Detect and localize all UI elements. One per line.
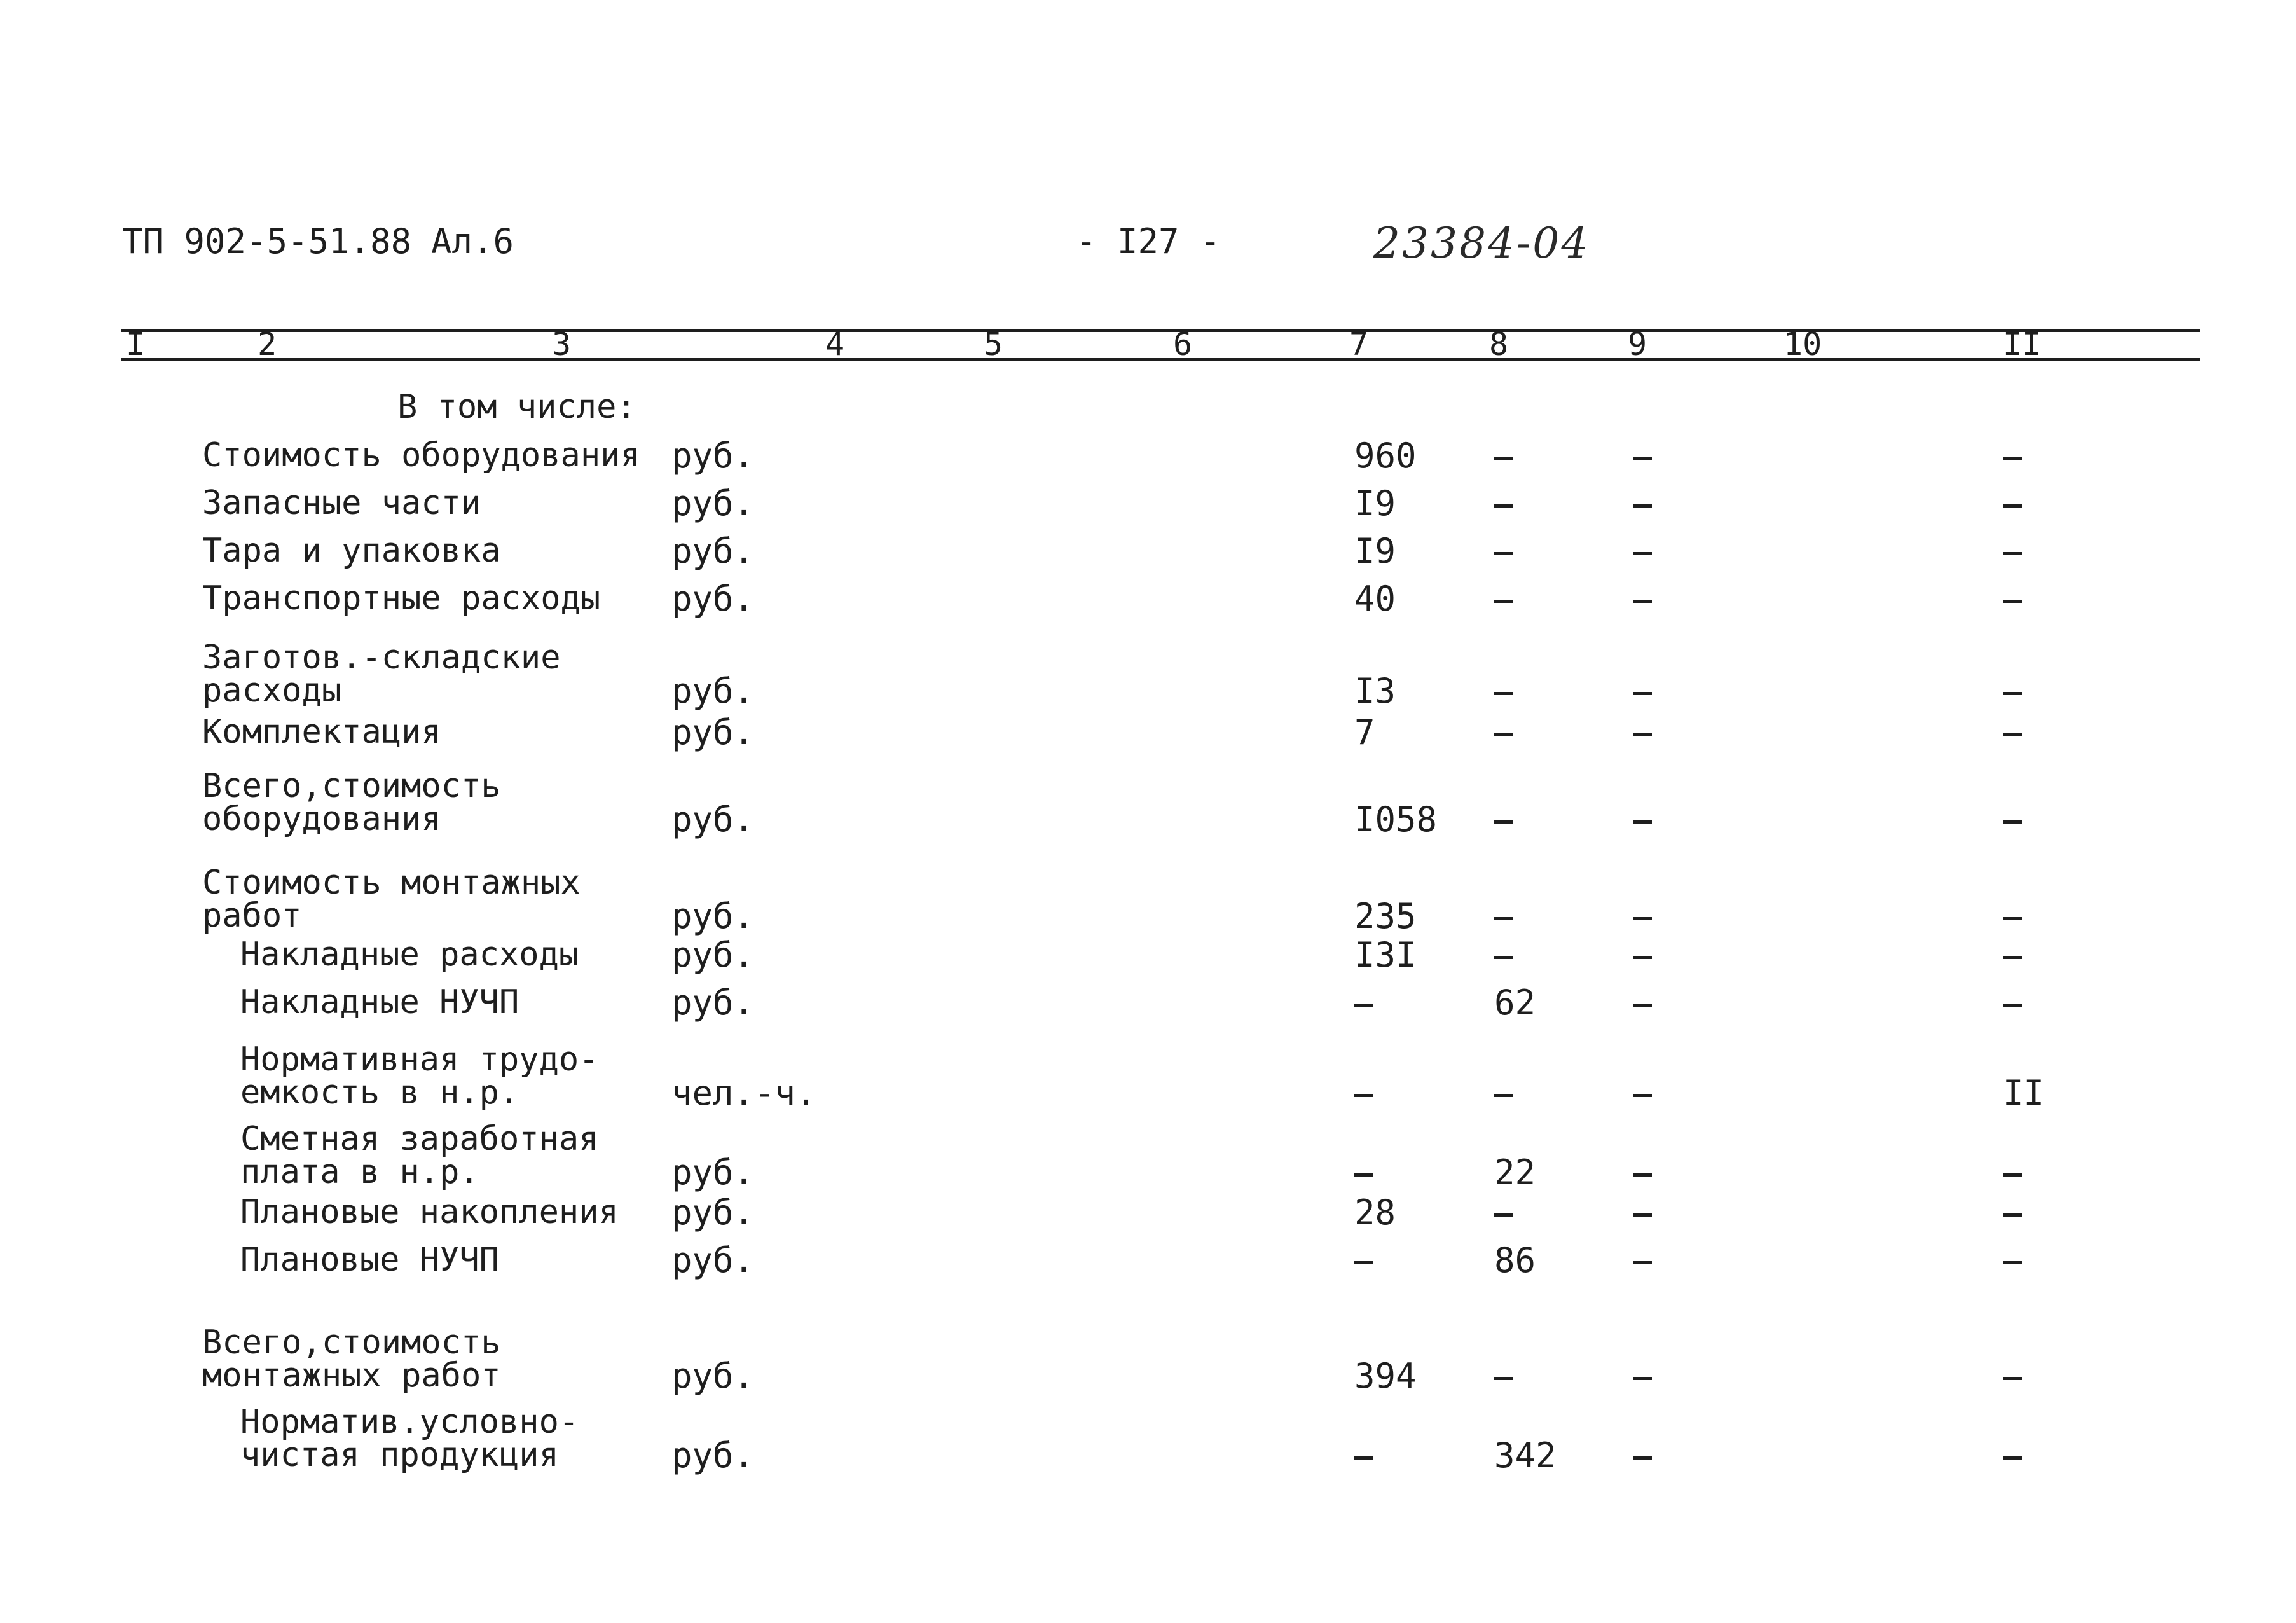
col9-cell <box>1633 534 1652 569</box>
col9-cell <box>1633 986 1652 1020</box>
row-label: Нормативная трудо- <box>240 1040 599 1079</box>
dash-mark <box>2003 600 2022 603</box>
row-label: расходы <box>202 672 342 710</box>
col11-cell <box>2003 534 2022 569</box>
dash-mark <box>1354 1094 1373 1097</box>
col7-cell <box>1354 986 1373 1020</box>
dash-mark <box>1633 504 1652 508</box>
col7-cell <box>1354 1439 1373 1473</box>
col8-cell <box>1494 938 1513 972</box>
dash-mark <box>1494 1377 1513 1380</box>
section-title: В том числе: <box>397 388 636 426</box>
row-label: Транспортные расходы <box>202 579 601 618</box>
dash-mark <box>1633 917 1652 920</box>
col7-cell: 28 <box>1354 1192 1396 1233</box>
dash-mark <box>1494 504 1513 508</box>
dash-mark <box>2003 457 2022 460</box>
column-number: 6 <box>1173 326 1193 363</box>
handwritten-inventory-number: 23384-04 <box>1373 219 1590 268</box>
col8-cell <box>1494 534 1513 569</box>
col7-cell: I058 <box>1354 799 1438 839</box>
dash-mark <box>2003 504 2022 508</box>
col9-cell <box>1633 1076 1652 1110</box>
dash-mark <box>2003 552 2022 555</box>
unit-cell: руб. <box>671 1192 755 1233</box>
col7-cell <box>1354 1243 1373 1278</box>
row-label: плата в н.р. <box>240 1153 479 1191</box>
column-number: 2 <box>258 326 277 363</box>
row-label: работ <box>202 897 302 935</box>
col9-cell <box>1633 1359 1652 1393</box>
dash-mark <box>1633 457 1652 460</box>
dash-mark <box>1494 956 1513 959</box>
dash-mark <box>1633 1004 1652 1007</box>
dash-mark <box>2003 1377 2022 1380</box>
col7-cell: 40 <box>1354 579 1396 619</box>
col8-cell <box>1494 674 1513 708</box>
unit-cell: руб. <box>671 1240 755 1280</box>
unit-cell: руб. <box>671 712 755 752</box>
col9-cell <box>1633 899 1652 934</box>
column-number: 10 <box>1784 326 1822 363</box>
unit-cell: руб. <box>671 671 755 711</box>
dash-mark <box>2003 1213 2022 1217</box>
col9-cell <box>1633 439 1652 473</box>
dash-mark <box>1494 1094 1513 1097</box>
dash-mark <box>1494 733 1513 736</box>
dash-mark <box>1494 457 1513 460</box>
column-number: 3 <box>552 326 572 363</box>
row-label: Стоимость оборудования <box>202 436 640 474</box>
dash-mark <box>1633 1456 1652 1460</box>
unit-cell: руб. <box>671 1152 755 1192</box>
dash-mark <box>2003 692 2022 695</box>
col9-cell <box>1633 674 1652 708</box>
dash-mark <box>1354 1173 1373 1177</box>
row-label: Плановые накопления <box>240 1193 619 1231</box>
document-code: ТП 902-5-51.88 <box>122 221 412 261</box>
col7-cell: 7 <box>1354 712 1375 752</box>
col8-cell: 342 <box>1494 1435 1557 1475</box>
column-number: 7 <box>1349 326 1369 363</box>
col8-cell <box>1494 487 1513 521</box>
row-label: оборудования <box>202 800 441 838</box>
table-top-rule <box>121 329 2200 332</box>
col8-cell: 86 <box>1494 1240 1536 1280</box>
col11-cell <box>2003 582 2022 616</box>
dash-mark <box>1354 1456 1373 1460</box>
col11-cell: II <box>2003 1073 2045 1113</box>
unit-cell: руб. <box>671 935 755 975</box>
dash-mark <box>1494 692 1513 695</box>
unit-cell: руб. <box>671 896 755 936</box>
dash-mark <box>1633 1213 1652 1217</box>
column-number: 5 <box>984 326 1003 363</box>
unit-cell: руб. <box>671 483 755 523</box>
row-label: Накладные НУЧП <box>240 983 519 1021</box>
dash-mark <box>1633 1173 1652 1177</box>
unit-cell: руб. <box>671 1435 755 1475</box>
dash-mark <box>2003 820 2022 824</box>
row-label: емкость в н.р. <box>240 1074 519 1112</box>
dash-mark <box>1494 552 1513 555</box>
row-label: Норматив.условно- <box>240 1403 579 1441</box>
row-label: Запасные части <box>202 484 481 522</box>
row-label: Стоимость монтажных <box>202 864 581 902</box>
dash-mark <box>1494 917 1513 920</box>
dash-mark <box>1633 956 1652 959</box>
col11-cell <box>2003 803 2022 837</box>
col7-cell: I9 <box>1354 483 1396 523</box>
col11-cell <box>2003 674 2022 708</box>
col7-cell: I3I <box>1354 935 1417 975</box>
col9-cell <box>1633 938 1652 972</box>
dash-mark <box>1494 820 1513 824</box>
col8-cell <box>1494 1076 1513 1110</box>
col11-cell <box>2003 715 2022 750</box>
column-number: 9 <box>1628 326 1647 363</box>
col8-cell <box>1494 1196 1513 1230</box>
unit-cell: руб. <box>671 579 755 619</box>
dash-mark <box>1633 1377 1652 1380</box>
col7-cell <box>1354 1156 1373 1190</box>
col8-cell <box>1494 803 1513 837</box>
dash-mark <box>2003 956 2022 959</box>
row-label: Всего,стоимость <box>202 767 501 805</box>
dash-mark <box>2003 1261 2022 1264</box>
col11-cell <box>2003 1196 2022 1230</box>
row-label: Накладные расходы <box>240 936 579 974</box>
dash-mark <box>1633 1094 1652 1097</box>
col9-cell <box>1633 715 1652 750</box>
row-label: Комплектация <box>202 713 441 751</box>
dash-mark <box>1494 600 1513 603</box>
col8-cell <box>1494 715 1513 750</box>
row-label: Плановые НУЧП <box>240 1241 499 1279</box>
col11-cell <box>2003 1359 2022 1393</box>
unit-cell: руб. <box>671 1356 755 1396</box>
col7-cell: 394 <box>1354 1356 1417 1396</box>
col11-cell <box>2003 899 2022 934</box>
dash-mark <box>2003 1173 2022 1177</box>
page-number: - I27 - <box>1076 221 1221 261</box>
col9-cell <box>1633 582 1652 616</box>
column-number: II <box>2003 326 2042 363</box>
row-label: монтажных работ <box>202 1357 501 1395</box>
row-label: Тара и упаковка <box>202 532 501 570</box>
col8-cell <box>1494 899 1513 934</box>
col8-cell <box>1494 1359 1513 1393</box>
unit-cell: руб. <box>671 983 755 1023</box>
col11-cell <box>2003 1439 2022 1473</box>
col11-cell <box>2003 986 2022 1020</box>
dash-mark <box>1633 692 1652 695</box>
unit-cell: руб. <box>671 531 755 571</box>
col11-cell <box>2003 487 2022 521</box>
dash-mark <box>1633 1261 1652 1264</box>
col11-cell <box>2003 1156 2022 1190</box>
col11-cell <box>2003 1243 2022 1278</box>
dash-mark <box>2003 733 2022 736</box>
dash-mark <box>1633 552 1652 555</box>
dash-mark <box>2003 1004 2022 1007</box>
dash-mark <box>1494 1213 1513 1217</box>
dash-mark <box>1354 1004 1373 1007</box>
column-number: 4 <box>825 326 845 363</box>
col9-cell <box>1633 1243 1652 1278</box>
col7-cell: 960 <box>1354 436 1417 476</box>
col8-cell: 62 <box>1494 983 1536 1023</box>
row-label: Сметная заработная <box>240 1120 599 1158</box>
col9-cell <box>1633 803 1652 837</box>
row-label: Заготов.-складские <box>202 639 561 677</box>
col9-cell <box>1633 1196 1652 1230</box>
col9-cell <box>1633 1156 1652 1190</box>
dash-mark <box>2003 917 2022 920</box>
col9-cell <box>1633 1439 1652 1473</box>
unit-cell: чел.-ч. <box>671 1073 816 1113</box>
dash-mark <box>1633 733 1652 736</box>
col11-cell <box>2003 938 2022 972</box>
unit-cell: руб. <box>671 436 755 476</box>
dash-mark <box>1354 1261 1373 1264</box>
row-label: Всего,стоимость <box>202 1323 501 1362</box>
column-number: I <box>126 326 146 363</box>
album-number: Ал.6 <box>431 221 514 261</box>
col7-cell: I3 <box>1354 671 1396 711</box>
row-label: чистая продукция <box>240 1436 559 1474</box>
col8-cell: 22 <box>1494 1152 1536 1192</box>
col8-cell <box>1494 439 1513 473</box>
dash-mark <box>1633 820 1652 824</box>
col7-cell <box>1354 1076 1373 1110</box>
column-number: 8 <box>1489 326 1509 363</box>
unit-cell: руб. <box>671 799 755 839</box>
dash-mark <box>1633 600 1652 603</box>
col9-cell <box>1633 487 1652 521</box>
col7-cell: I9 <box>1354 531 1396 571</box>
col7-cell: 235 <box>1354 896 1417 936</box>
dash-mark <box>2003 1456 2022 1460</box>
col11-cell <box>2003 439 2022 473</box>
table-header-rule <box>121 358 2200 361</box>
col8-cell <box>1494 582 1513 616</box>
